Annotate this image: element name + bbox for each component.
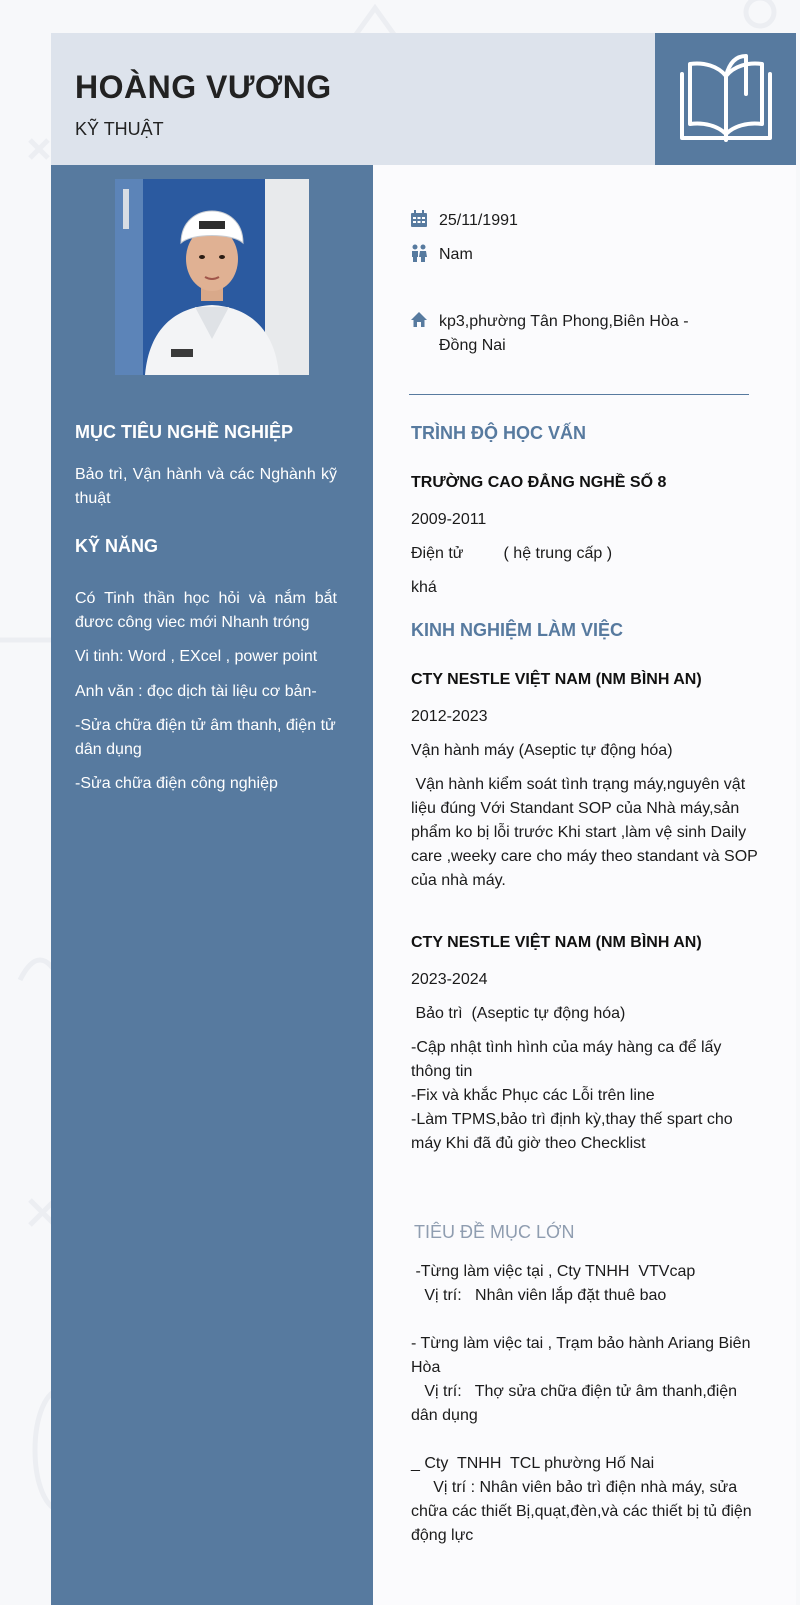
birthday-row: [409, 209, 518, 233]
address-row: [409, 310, 729, 358]
job-company: CTY NESTLE VIỆT NAM (NM BÌNH AN): [411, 671, 702, 688]
job-years: 2023-2024: [411, 971, 488, 988]
skills-heading: KỸ NĂNG: [75, 536, 159, 556]
objective-heading: MỤC TIÊU NGHỀ NGHIỆP: [75, 422, 294, 442]
calendar-icon: [409, 209, 429, 229]
birthday-value: 25/11/1991: [439, 212, 518, 229]
job-years: 2012-2023: [411, 708, 488, 725]
header-logo-box: [655, 33, 796, 165]
skill-item: Có Tinh thần học hỏi và nắm bắt đươc công viec mới Nhanh tróng: [75, 590, 337, 631]
job-company: CTY NESTLE VIỆT NAM (NM BÌNH AN): [411, 934, 702, 951]
home-icon: [409, 310, 429, 330]
gender-value: Nam: [439, 246, 473, 263]
skill-item: -Sửa chữa điện công nghiệp: [75, 775, 278, 792]
section-divider: [409, 394, 749, 395]
job-position: Vận hành máy (Aseptic tự động hóa): [411, 742, 673, 759]
gender-row: [409, 243, 473, 267]
skill-item: -Sửa chữa điện tử âm thanh, điện tử dân dụng: [75, 717, 336, 758]
education-grade: khá: [411, 579, 437, 596]
education-heading: TRÌNH ĐỘ HỌC VẤN: [411, 423, 586, 443]
address-value: kp3,phường Tân Phong,Biên Hòa - Đồng Nai: [439, 313, 689, 354]
extra-section-heading: TIÊU ĐỀ MỤC LỚN: [414, 1222, 575, 1242]
resume-page: [51, 33, 796, 1605]
objective-text: Bảo trì, Vận hành và các Nghành kỹ thuật: [75, 466, 337, 507]
education-major: Điện tử ( hệ trung cấp ): [411, 545, 613, 562]
profile-photo: [115, 179, 309, 375]
job-title: KỸ THUẬT: [75, 119, 164, 139]
skill-item: Vi tinh: Word , EXcel , power point: [75, 648, 318, 665]
people-icon: [409, 243, 429, 263]
resume-header: [51, 33, 655, 165]
job-description: Vận hành kiểm soát tình trạng máy,nguyên vật liệu đúng Với Standant SOP của Nhà máy,sản phẩm ko bị lỗi trước Khi start ,làm vệ sinh Daily care ,weeky care cho máy theo standant và SOP của nhà máy.: [411, 776, 763, 889]
job-position: Bảo trì (Aseptic tự động hóa): [411, 1005, 626, 1022]
skill-item: Anh văn : đọc dịch tài liệu cơ bản-: [75, 683, 317, 700]
experience-heading: KINH NGHIỆM LÀM VIỆC: [411, 620, 624, 640]
main-column: [373, 165, 796, 1605]
open-book-icon: [678, 54, 774, 144]
left-sidebar: [51, 165, 373, 1605]
job-description: -Cập nhật tình hình của máy hàng ca để lấy thông tin -Fix và khắc Phục các Lỗi trên line -Làm TPMS,bảo trì định kỳ,thay thế spart cho máy Khi đã đủ giờ theo Checklist: [411, 1039, 733, 1152]
school-name: TRƯỜNG CAO ĐẲNG NGHỀ SỐ 8: [411, 474, 667, 491]
candidate-name: HOÀNG VƯƠNG: [75, 69, 332, 105]
education-years: 2009-2011: [411, 511, 487, 528]
extra-section-text: -Từng làm việc tại , Cty TNHH VTVcap Vị trí: Nhân viên lắp đặt thuê bao - Từng làm việc tai , Trạm bảo hành Ariang Biên Hòa Vị trí: Thợ sửa chữa điện tử âm thanh,điện dân dụng _ Cty TNHH TCL phường Hố Nai Vị trí : Nhân viên bảo trì điện nhà máy, sửa chữa các thiết Bị,quạt,đèn,và các thiết bị tủ điện động lực: [411, 1263, 752, 1544]
